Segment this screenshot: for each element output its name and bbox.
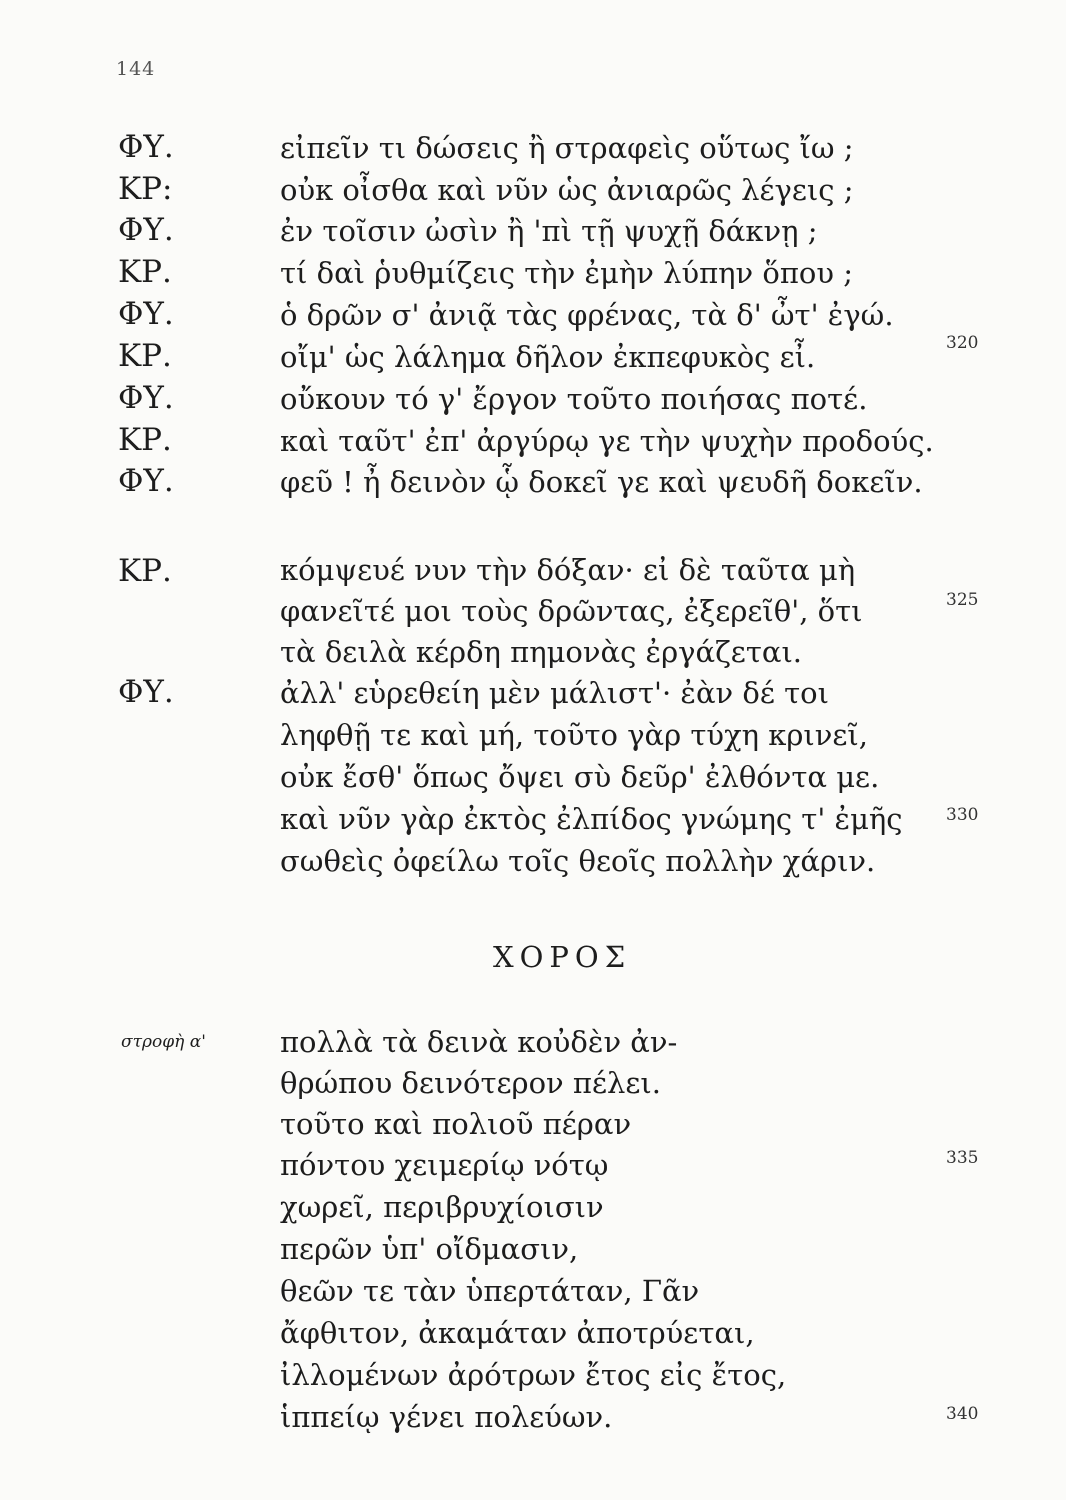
- verse-line: ἄφθιτον, ἀκαμάταν ἀποτρύεται,: [280, 1316, 755, 1350]
- verse-line: οὔκουν τό γ' ἔργον τοῦτο ποιήσας ποτέ.: [280, 382, 868, 416]
- verse-line: ληφθῇ τε καὶ μή, τοῦτο γὰρ τύχη κρινεῖ,: [280, 718, 869, 752]
- verse-line: χωρεῖ, περιβρυχίοισιν: [280, 1190, 604, 1224]
- verse-line: φανεῖτέ μοι τοὺς δρῶντας, ἐξερεῖθ', ὅτι: [280, 594, 863, 628]
- verse-line: καὶ ταῦτ' ἐπ' ἀργύρῳ γε τὴν ψυχὴν προδούς.: [280, 424, 934, 458]
- speaker-label: ΦΥ.: [118, 674, 174, 710]
- verse-line: τοῦτο καὶ πολιοῦ πέραν: [280, 1107, 632, 1141]
- line-number: 325: [946, 590, 979, 610]
- verse-line: οἴμ' ὡς λάλημα δῆλον ἐκπεφυκὸς εἶ.: [280, 340, 816, 374]
- strophe-label: στροφὴ α': [121, 1032, 206, 1052]
- speaker-label: ΦΥ.: [118, 296, 174, 332]
- verse-line: ὁ δρῶν σ' ἀνιᾷ τὰς φρένας, τὰ δ' ὦτ' ἐγώ.: [280, 298, 894, 332]
- speaker-label: ΦΥ.: [118, 380, 174, 416]
- verse-line: τί δαὶ ῥυθμίζεις τὴν ἐμὴν λύπην ὅπου ;: [280, 256, 853, 290]
- speaker-label: ΦΥ.: [118, 463, 174, 499]
- verse-line: οὐκ οἶσθα καὶ νῦν ὡς ἀνιαρῶς λέγεις ;: [280, 173, 854, 207]
- verse-line: ἰλλομένων ἀρότρων ἔτος εἰς ἔτος,: [280, 1358, 787, 1392]
- speaker-label: ΚΡ.: [118, 338, 172, 374]
- verse-line: πολλὰ τὰ δεινὰ κοὐδὲν ἀν-: [280, 1025, 678, 1059]
- verse-line: τὰ δειλὰ κέρδη πημονὰς ἐργάζεται.: [280, 635, 803, 669]
- verse-line: θεῶν τε τὰν ὑπερτάταν, Γᾶν: [280, 1274, 700, 1308]
- verse-line: θρώπου δεινότερον πέλει.: [280, 1066, 661, 1100]
- speaker-label: ΚΡ:: [118, 171, 173, 207]
- verse-line: εἰπεῖν τι δώσεις ἢ στραφεὶς οὕτως ἴω ;: [280, 131, 854, 165]
- section-heading: ΧΟΡΟΣ: [493, 940, 632, 974]
- verse-line: ἐν τοῖσιν ὠσὶν ἢ 'πὶ τῇ ψυχῇ δάκνῃ ;: [280, 214, 818, 248]
- verse-line: ἱππείῳ γένει πολεύων.: [280, 1400, 613, 1434]
- speaker-label: ΚΡ.: [118, 254, 172, 290]
- verse-line: καὶ νῦν γὰρ ἐκτὸς ἐλπίδος γνώμης τ' ἐμῆς: [280, 802, 903, 836]
- verse-line: οὐκ ἔσθ' ὅπως ὄψει σὺ δεῦρ' ἐλθόντα με.: [280, 760, 880, 794]
- line-number: 320: [946, 333, 979, 353]
- verse-line: σωθεὶς ὀφείλω τοῖς θεοῖς πολλὴν χάριν.: [280, 844, 876, 878]
- verse-line: περῶν ὑπ' οἴδμασιν,: [280, 1232, 579, 1266]
- verse-line: κόμψευέ νυν τὴν δόξαν· εἰ δὲ ταῦτα μὴ: [280, 553, 856, 587]
- line-number: 335: [946, 1148, 979, 1168]
- speaker-label: ΦΥ.: [118, 212, 174, 248]
- speaker-label: ΚΡ.: [118, 553, 172, 589]
- line-number: 330: [946, 805, 979, 825]
- verse-line: φεῦ ! ἦ δεινὸν ᾧ δοκεῖ γε καὶ ψευδῆ δοκεῖν.: [280, 465, 923, 499]
- line-number: 340: [946, 1404, 979, 1424]
- speaker-label: ΚΡ.: [118, 422, 172, 458]
- speaker-label: ΦΥ.: [118, 129, 174, 165]
- verse-line: πόντου χειμερίῳ νότῳ: [280, 1148, 609, 1182]
- page-number: 144: [116, 58, 156, 80]
- verse-line: ἀλλ' εὑρεθείη μὲν μάλιστ'· ἐὰν δέ τοι: [280, 676, 829, 710]
